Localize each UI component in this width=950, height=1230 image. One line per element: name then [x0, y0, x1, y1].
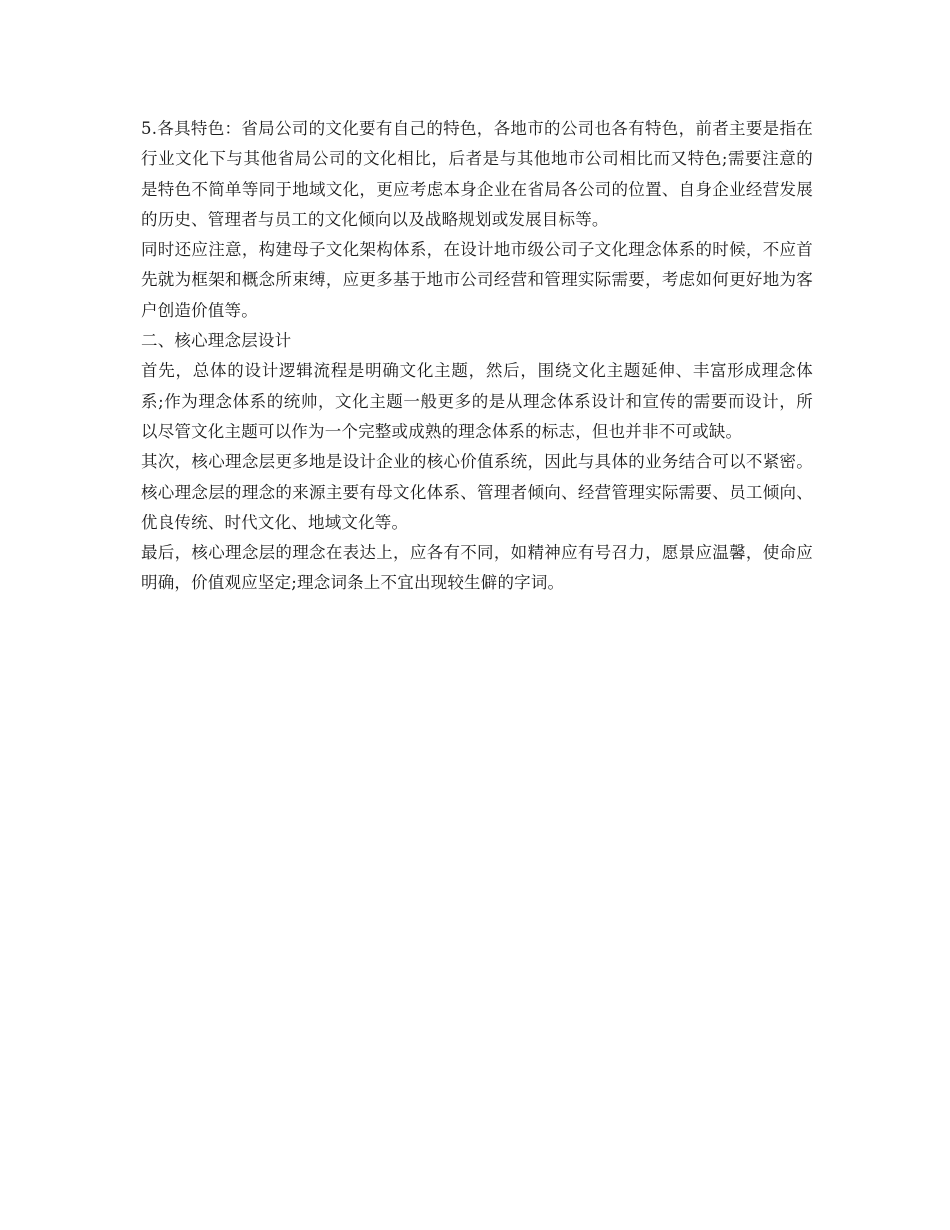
document-body	[141, 114, 813, 599]
paragraph-second: 其次，核心理念层更多地是设计企业的核心价值系统，因此与具体的业务结合可以不紧密。核心理念层的理念的来源主要有母文化体系、管理者倾向、经营管理实际需要、员工倾向、优良传统、时代文化、地域文化等。	[141, 452, 813, 532]
section-heading-core-concept: 二、核心理念层设计	[141, 331, 292, 351]
paragraph-last: 最后，核心理念层的理念在表达上，应各有不同，如精神应有号召力，愿景应温馨，使命应明确，价值观应坚定;理念词条上不宜出现较生僻的字词。	[141, 543, 813, 593]
paragraph-parent-child-framework: 同时还应注意，构建母子文化架构体系，在设计地市级公司子文化理念体系的时候，不应首先就为框架和概念所束缚，应更多基于地市公司经营和管理实际需要，考虑如何更好地为客户创造价值等。	[141, 240, 813, 320]
paragraph-first: 首先，总体的设计逻辑流程是明确文化主题，然后，围绕文化主题延伸、丰富形成理念体系;作为理念体系的统帅，文化主题一般更多的是从理念体系设计和宣传的需要而设计，所以尽管文化主题可以作为一个完整或成熟的理念体系的标志，但也并非不可或缺。	[141, 361, 813, 441]
paragraph-distinct-features: 5.各具特色：省局公司的文化要有自己的特色，各地市的公司也各有特色，前者主要是指在行业文化下与其他省局公司的文化相比，后者是与其他地市公司相比而又特色;需要注意的是特色不简单等同于地域文化，更应考虑本身企业在省局各公司的位置、自身企业经营发展的历史、管理者与员工的文化倾向以及战略规划或发展目标等。	[141, 119, 813, 229]
